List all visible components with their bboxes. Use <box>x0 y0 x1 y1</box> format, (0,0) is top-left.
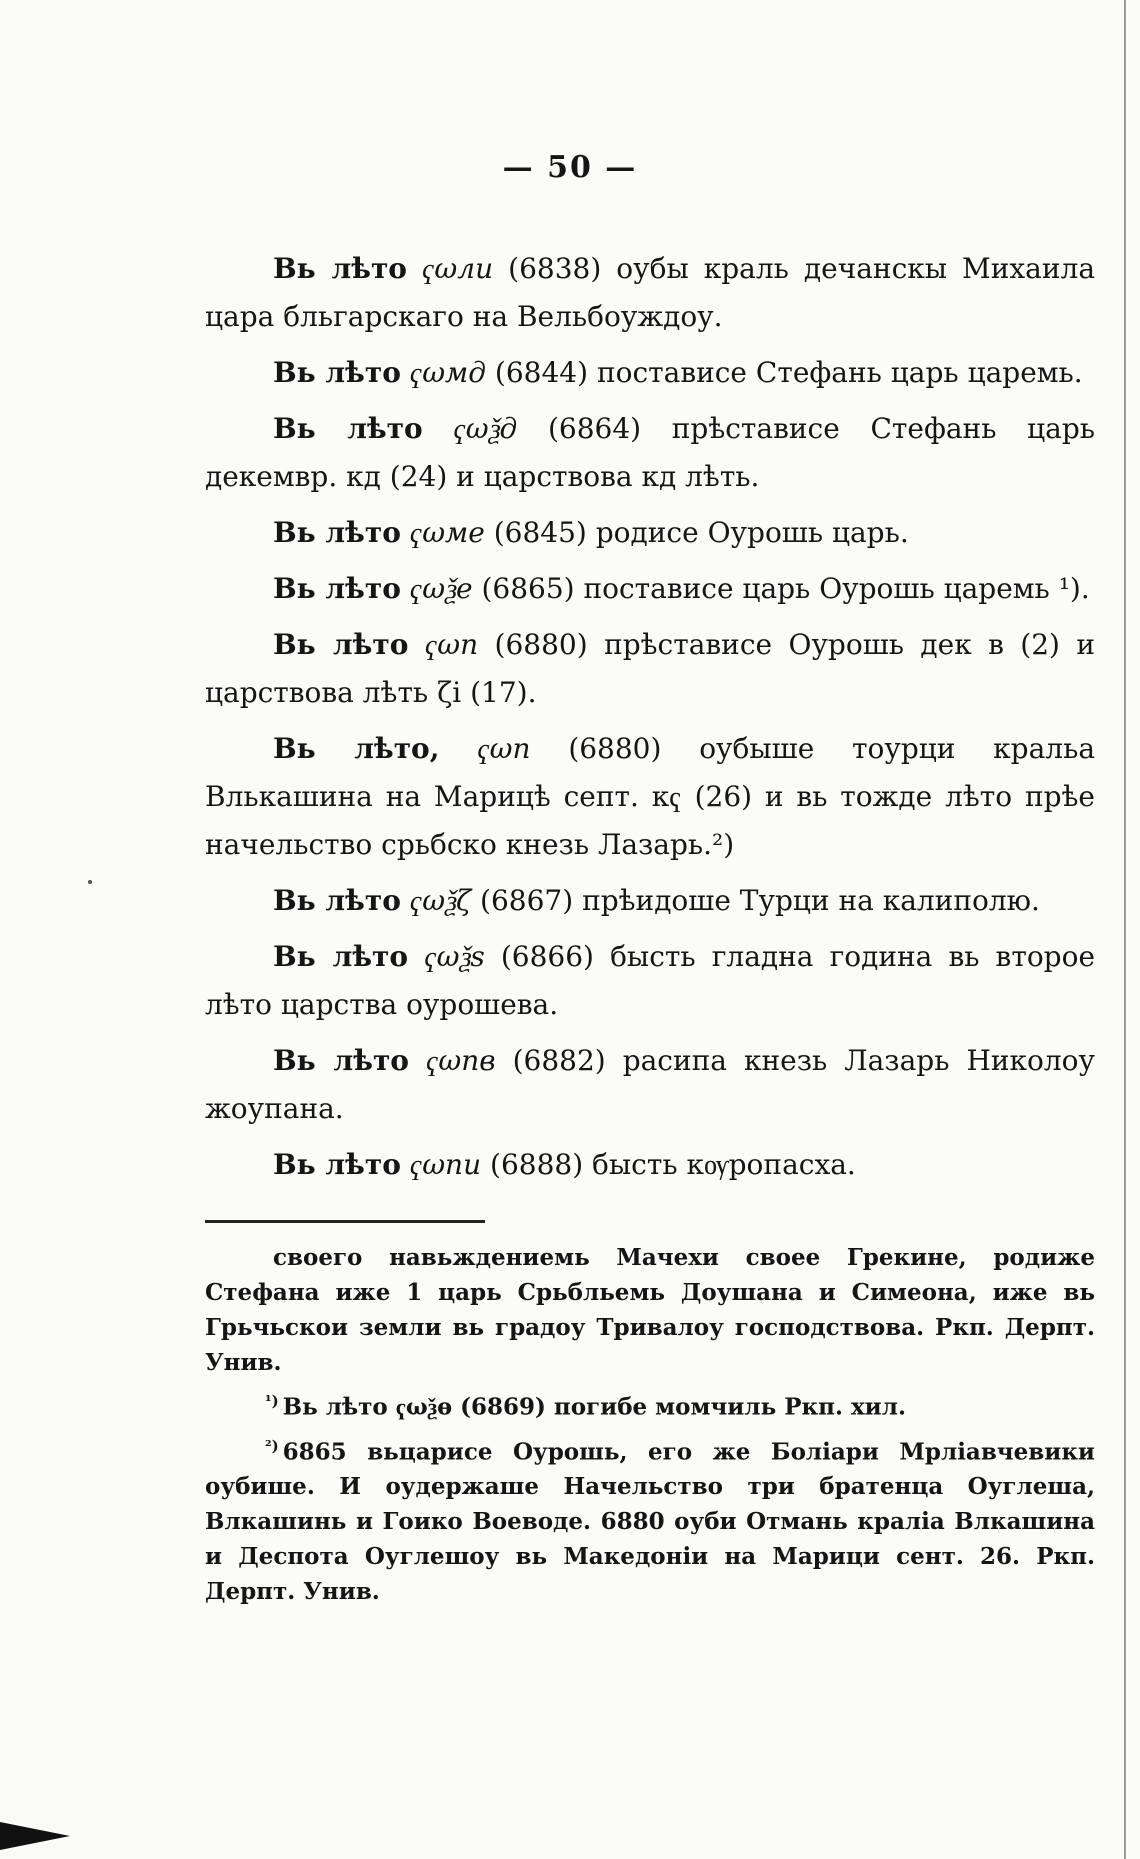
footnote-continuation: своего навьждениемь Мачехи своее Грекине, родиже Стефана иже 1 царь Срьбльемь Доушана и Симеона, иже вь Грьчьскои земли вь градоу Тривалоу господствова. Ркп. Дерпт. Унив. <box>205 1244 1095 1376</box>
entry-year-word: Вь лѣто <box>273 516 401 549</box>
entry-year: (6865) <box>481 572 575 605</box>
entry-text: прѣстависе Оурошь дек в (2) и царствова лѣть ζі (17). <box>205 628 1096 709</box>
entry-cipher: ҁωме <box>409 516 485 549</box>
entry-year: (6844) <box>494 356 589 389</box>
chronicle-entry <box>205 565 1095 613</box>
entry-cipher: ҁωѯζ <box>409 884 472 917</box>
entry-year: (6838) <box>508 252 602 285</box>
footnote-separator <box>205 1220 485 1223</box>
entry-year-word: Вь лѣто, <box>273 732 440 765</box>
entry-cipher: ҁωп <box>424 628 479 661</box>
entry-text: прѣидоше Турци на калиполю. <box>582 884 1040 917</box>
entry-year: (6880) <box>494 628 588 661</box>
chronicle-entry <box>205 349 1095 397</box>
entry-text: бысть кѹропасха. <box>592 1148 856 1181</box>
chronicle-entry <box>205 405 1095 501</box>
entry-year-word: Вь лѣто <box>273 1148 401 1181</box>
entry-text: бысть гладна година вь второе лѣто царства оурошева. <box>205 940 1096 1021</box>
entry-year-word: Вь лѣто <box>273 252 407 285</box>
chronicle-entry <box>205 245 1095 341</box>
scan-corner-mark <box>0 1822 70 1850</box>
entry-text: оубы краль дечанскы Михаила цара бльгарскаго на Вельбоуждоу. <box>205 252 1096 333</box>
chronicle-entry <box>205 621 1095 717</box>
entry-text: расипа кнезь Лазарь Николоу жоупана. <box>205 1044 1095 1125</box>
scan-speck <box>88 880 92 884</box>
entry-year: (6866) <box>500 940 594 973</box>
chronicle-text <box>205 245 1095 1197</box>
footnote-mark: ²) <box>265 1436 279 1455</box>
entry-year: (6888) <box>490 1148 584 1181</box>
footnote-text: Вь лѣто ҁωѯѳ (6869) погибе момчиль Ркп. хил. <box>282 1393 906 1421</box>
entry-year: (6882) <box>512 1044 606 1077</box>
entry-cipher: ҁωпв <box>425 1044 496 1077</box>
footnote-1 <box>205 1384 1095 1425</box>
entry-year-word: Вь лѣто <box>273 412 423 445</box>
entry-year: (6880) <box>568 732 662 765</box>
entry-year: (6845) <box>493 516 587 549</box>
entry-text: родисе Оурошь царь. <box>595 516 909 549</box>
entry-text: оубыше тоурци кральа Влькашина на Марицѣ септ. кҁ (26) и вь тождe лѣто прѣе начельство срьбско кнезь Лазарь.²) <box>205 732 1096 861</box>
entry-year-word: Вь лѣто <box>273 884 401 917</box>
entry-cipher: ҁωѯе <box>409 572 473 605</box>
entry-cipher: ҁωѯѕ <box>424 940 485 973</box>
entry-year: (6867) <box>480 884 574 917</box>
entry-year-word: Вь лѣто <box>273 628 409 661</box>
entry-text: постависе царь Оурошь царемь ¹). <box>583 572 1090 605</box>
chronicle-entry <box>205 1141 1095 1189</box>
footnotes <box>205 1240 1095 1613</box>
entry-cipher: ҁωмд <box>409 356 487 389</box>
entry-year-word: Вь лѣто <box>273 572 401 605</box>
page-number: — 50 — <box>502 150 638 185</box>
entry-year-word: Вь лѣто <box>273 1044 409 1077</box>
entry-text: прѣстависе Стефань царь декемвр. кд (24) и царствова кд лѣть. <box>205 412 1096 493</box>
entry-cipher: ҁωѯд <box>453 412 518 445</box>
entry-cipher: ҁωп <box>477 732 531 765</box>
footnote-text: 6865 вьцарисе Оурошь, его же Боліари Мрліавчевики оубише. И оудержаше Начельство три братенца Оуглеша, Влкашинь и Гоико Воеводе. 6880 оуби Отмань кралiа Влкашина и Деспота Оуглешоу вь Македоніи на Марици сент. 26. Ркп. Дерпт. Унив. <box>205 1438 1095 1606</box>
entry-year: (6864) <box>547 412 642 445</box>
entry-cipher: ҁωпи <box>409 1148 482 1181</box>
chronicle-entry <box>205 1037 1095 1133</box>
chronicle-entry <box>205 725 1095 869</box>
chronicle-entry <box>205 933 1095 1029</box>
entry-cipher: ҁωли <box>422 252 494 285</box>
entry-year-word: Вь лѣто <box>273 356 401 389</box>
chronicle-entry <box>205 877 1095 925</box>
entry-text: постависе Стефань царь царемь. <box>596 356 1083 389</box>
page-edge-line <box>1124 0 1126 1859</box>
chronicle-entry <box>205 509 1095 557</box>
entry-year-word: Вь лѣто <box>273 940 409 973</box>
footnote-mark: ¹) <box>265 1392 279 1410</box>
footnote-2 <box>205 1429 1095 1610</box>
